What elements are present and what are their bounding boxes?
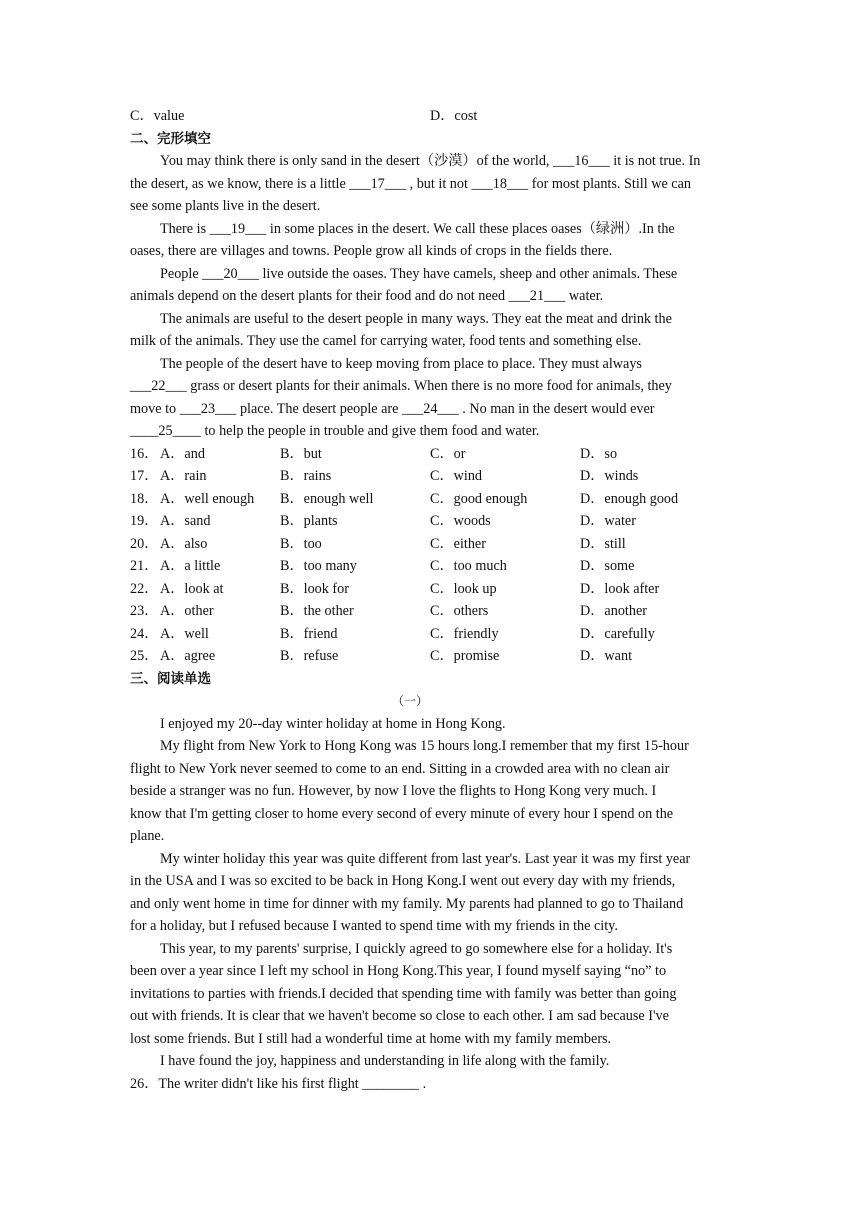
option-a: A．rain	[160, 468, 207, 484]
passage-line: lost some friends. But I still had a wonderful time at home with my family members.	[130, 1031, 612, 1047]
option-a: A．sand	[160, 513, 211, 529]
option-b: B．friend	[280, 626, 338, 642]
option-b: B．rains	[280, 468, 332, 484]
question-number: 22．	[130, 581, 159, 597]
passage-line: out with friends. It is clear that we haven't become so close to each other. I am sad because I've	[130, 1008, 669, 1024]
question-number: 17．	[130, 468, 159, 484]
passage-line: in the USA and I was so excited to be back in Hong Kong.I went out every day with my friends,	[130, 873, 676, 889]
question-number: 25．	[130, 648, 159, 664]
passage-line: My winter holiday this year was quite different from last year's. Last year it was my first year	[160, 851, 691, 867]
cloze-line: ____25____ to help the people in trouble and give them food and water.	[130, 423, 540, 439]
option-c: C．or	[430, 446, 466, 462]
option-b: B．too many	[280, 558, 357, 574]
question-number: 16．	[130, 446, 159, 462]
cloze-line: The animals are useful to the desert people in many ways. They eat the meat and drink the	[160, 311, 672, 327]
option-a: A．well	[160, 626, 209, 642]
option-d: D．winds	[580, 468, 639, 484]
option-d: D．want	[580, 648, 633, 664]
option-d: D．enough good	[580, 491, 679, 507]
option-d: D．some	[580, 558, 635, 574]
cloze-line: the desert, as we know, there is a little ___17___ , but it not ___18___ for most plants. Still we can	[130, 176, 691, 192]
option-b: B．enough well	[280, 491, 374, 507]
option-a: A．also	[160, 536, 208, 552]
option-d: D．look after	[580, 581, 660, 597]
passage-line: for a holiday, but I refused because I wanted to spend time with my friends in the city.	[130, 918, 618, 934]
question-26: 26．The writer didn't like his first flight ________ .	[130, 1076, 427, 1092]
option-d: D．carefully	[580, 626, 655, 642]
cloze-line: There is ___19___ in some places in the desert. We call these places oases（绿洲）.In the	[160, 221, 675, 237]
option-c: C．either	[430, 536, 486, 552]
option-c: C．friendly	[430, 626, 499, 642]
cloze-line: animals depend on the desert plants for their food and do not need ___21___ water.	[130, 288, 604, 304]
passage-line: beside a stranger was no fun. However, by now I love the flights to Hong Kong very much. I	[130, 783, 657, 799]
option-a: A．and	[160, 446, 205, 462]
question-number: 24．	[130, 626, 159, 642]
passage-line: flight to New York never seemed to come to an end. Sitting in a crowded area with no clean air	[130, 761, 670, 777]
option-c: C．too much	[430, 558, 507, 574]
passage-line: invitations to parties with friends.I decided that spending time with family was better than going	[130, 986, 677, 1002]
passage-line: been over a year since I left my school in Hong Kong.This year, I found myself saying “no” to	[130, 963, 667, 979]
cloze-line: The people of the desert have to keep moving from place to place. They must always	[160, 356, 642, 372]
option-a: A．agree	[160, 648, 216, 664]
option-b: B．refuse	[280, 648, 339, 664]
option-b: B．too	[280, 536, 322, 552]
option-c: C．promise	[430, 648, 500, 664]
option-d: D．another	[580, 603, 647, 619]
option-a: A．look at	[160, 581, 224, 597]
question-number: 23．	[130, 603, 159, 619]
option-d: D．still	[580, 536, 626, 552]
option-a: A．other	[160, 603, 214, 619]
option-c: C．good enough	[430, 491, 528, 507]
option-b: B．look for	[280, 581, 349, 597]
option-b: B．the other	[280, 603, 354, 619]
option-c: C．others	[430, 603, 489, 619]
option-c: C．woods	[430, 513, 491, 529]
cloze-line: see some plants live in the desert.	[130, 198, 321, 214]
section-title-cloze: 二、完形填空	[130, 131, 211, 147]
option-b: B．plants	[280, 513, 338, 529]
section-title-reading: 三、阅读单选	[130, 671, 211, 687]
cloze-line: You may think there is only sand in the desert（沙漠）of the world, ___16___ it is not true. In	[160, 153, 701, 169]
passage-line: and only went home in time for dinner with my family. My parents had planned to go to Thailand	[130, 896, 684, 912]
question-number: 20．	[130, 536, 159, 552]
cloze-line: oases, there are villages and towns. People grow all kinds of crops in the fields there.	[130, 243, 613, 259]
option-d: D．so	[580, 446, 618, 462]
option-d: D．water	[580, 513, 636, 529]
passage-line: I enjoyed my 20--day winter holiday at home in Hong Kong.	[160, 716, 506, 732]
question-number: 18．	[130, 491, 159, 507]
passage-line: know that I'm getting closer to home every second of every minute of every hour I spend on the	[130, 806, 674, 822]
passage-line: This year, to my parents' surprise, I quickly agreed to go somewhere else for a holiday. It's	[160, 941, 673, 957]
prev-option-d: D．cost	[430, 108, 478, 124]
option-c: C．look up	[430, 581, 497, 597]
cloze-line: ___22___ grass or desert plants for their animals. When there is no more food for animals, they	[130, 378, 672, 394]
passage-line: I have found the joy, happiness and understanding in life along with the family.	[160, 1053, 610, 1069]
question-number: 21．	[130, 558, 159, 574]
option-a: A．well enough	[160, 491, 255, 507]
cloze-line: milk of the animals. They use the camel for carrying water, food tents and something else.	[130, 333, 642, 349]
question-number: 19．	[130, 513, 159, 529]
cloze-line: move to ___23___ place. The desert people are ___24___ . No man in the desert would ever	[130, 401, 655, 417]
option-b: B．but	[280, 446, 322, 462]
passage-number: （一）	[391, 694, 428, 708]
passage-line: plane.	[130, 828, 165, 844]
prev-option-c: C．value	[130, 108, 185, 124]
option-a: A．a little	[160, 558, 221, 574]
passage-line: My flight from New York to Hong Kong was 15 hours long.I remember that my first 15-hour	[160, 738, 689, 754]
option-c: C．wind	[430, 468, 483, 484]
cloze-line: People ___20___ live outside the oases. They have camels, sheep and other animals. These	[160, 266, 678, 282]
